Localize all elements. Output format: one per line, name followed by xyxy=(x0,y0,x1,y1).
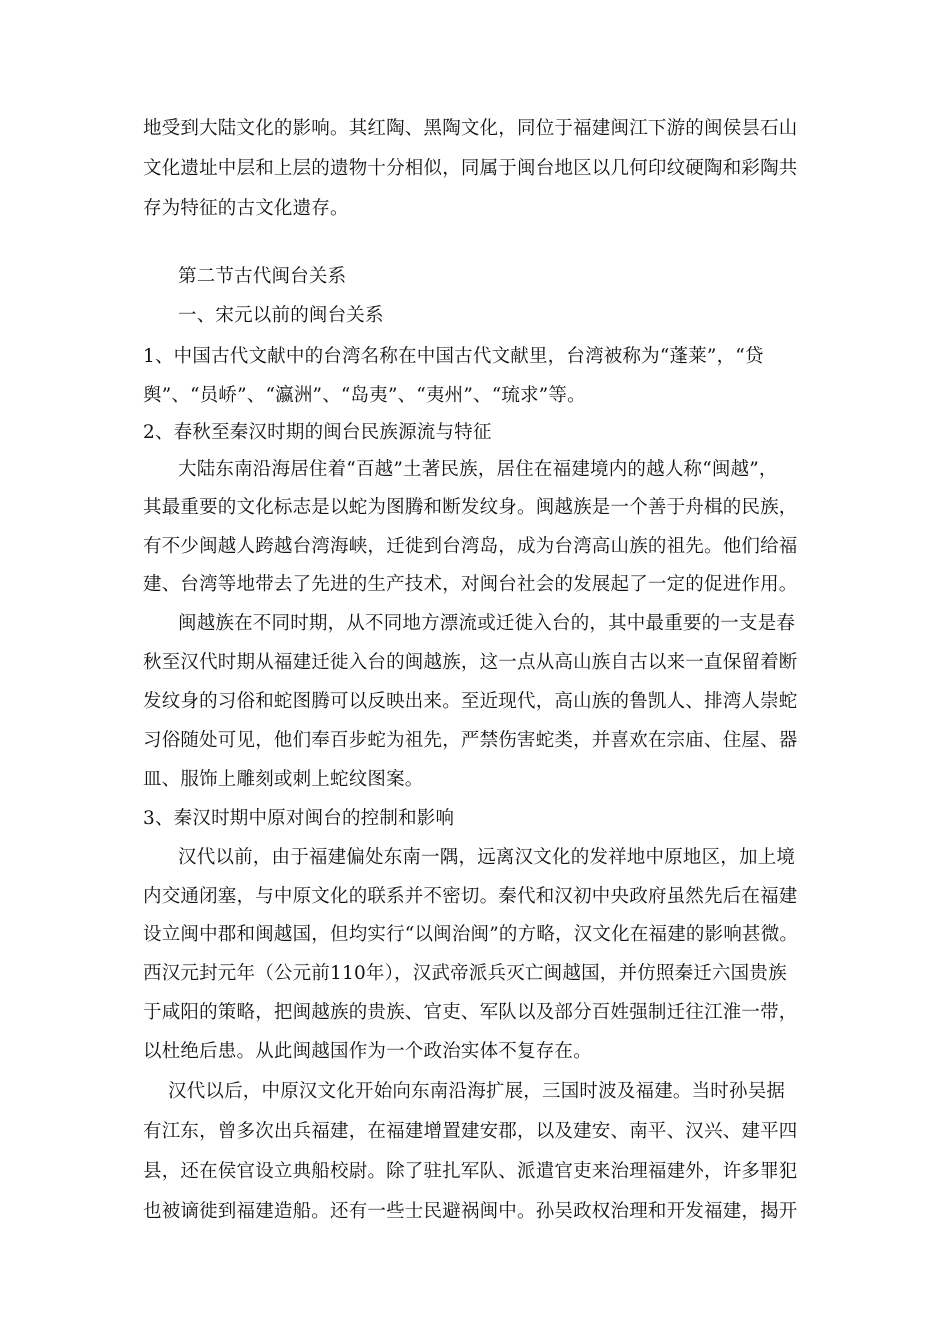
text-line: 闽越族在不同时期，从不同地方漂流或迁徙入台的，其中最重要的一支是春 xyxy=(178,613,796,634)
numbered-heading: 3、秦汉时期中原对闽台的控制和影响 xyxy=(143,808,455,829)
text-line: 县，还在侯官设立典船校尉。除了驻扎军队、派遣官吏来治理福建外，许多罪犯 xyxy=(143,1161,798,1182)
text-line: 以杜绝后患。从此闽越国作为一个政治实体不复存在。 xyxy=(143,1041,592,1062)
text-line: 有江东，曾多次出兵福建，在福建增置建安郡，以及建安、南平、汉兴、建平四 xyxy=(143,1121,798,1142)
text-line: 发纹身的习俗和蛇图腾可以反映出来。至近现代，高山族的鲁凯人、排湾人崇蛇 xyxy=(143,691,798,712)
text-line: 习俗随处可见，他们奉百步蛇为祖先，严禁伤害蛇类，并喜欢在宗庙、住屋、器 xyxy=(143,730,798,751)
numbered-heading: 2、春秋至秦汉时期的闽台民族源流与特征 xyxy=(143,422,492,443)
text-line: 也被谪徙到福建造船。还有一些士民避祸闽中。孙吴政权治理和开发福建，揭开 xyxy=(143,1201,798,1222)
text-line: 其最重要的文化标志是以蛇为图腾和断发纹身。闽越族是一个善于舟楫的民族， xyxy=(143,497,798,518)
text-line: 汉代以前，由于福建偏处东南一隅，远离汉文化的发祥地中原地区，加上境 xyxy=(178,847,796,868)
text-line: 皿、服饰上雕刻或刺上蛇纹图案。 xyxy=(143,769,424,790)
section-heading: 第二节古代闽台关系 xyxy=(178,266,347,287)
text-line: 内交通闭塞，与中原文化的联系并不密切。秦代和汉初中央政府虽然先后在福建 xyxy=(143,886,798,907)
text-line: 文化遗址中层和上层的遗物十分相似，同属于闽台地区以几何印纹硬陶和彩陶共 xyxy=(143,158,798,179)
text-line: 建、台湾等地带去了先进的生产技术，对闽台社会的发展起了一定的促进作用。 xyxy=(143,574,798,595)
text-line: 秋至汉代时期从福建迁徙入台的闽越族，这一点从高山族自古以来一直保留着断 xyxy=(143,652,798,673)
text-line: 存为特征的古文化遗存。 xyxy=(143,198,349,219)
text-line: 1、中国古代文献中的台湾名称在中国古代文献里，台湾被称为“蓬莱”，“贷 xyxy=(143,346,764,367)
text-line: 设立闽中郡和闽越国，但均实行“以闽治闽”的方略，汉文化在福建的影响甚微。 xyxy=(143,924,799,945)
text-line: 西汉元封元年（公元前110年），汉武帝派兵灭亡闽越国，并仿照秦迁六国贵族 xyxy=(143,963,787,984)
text-line: 于咸阳的策略，把闽越族的贵族、官吏、军队以及部分百姓强制迁往江淮一带， xyxy=(143,1002,798,1023)
text-line: 舆”、“员峤”、“瀛洲”、“岛夷”、“夷州”、“琉求”等。 xyxy=(143,385,586,406)
subsection-heading: 一、宋元以前的闽台关系 xyxy=(178,305,384,326)
text-line: 大陆东南沿海居住着“百越”土著民族，居住在福建境内的越人称“闽越”， xyxy=(178,459,778,480)
text-line: 地受到大陆文化的影响。其红陶、黑陶文化，同位于福建闽江下游的闽侯昙石山 xyxy=(143,118,798,139)
text-line: 有不少闽越人跨越台湾海峡，迁徙到台湾岛，成为台湾高山族的祖先。他们给福 xyxy=(143,536,798,557)
text-line: 汉代以后，中原汉文化开始向东南沿海扩展，三国时波及福建。当时孙吴据 xyxy=(168,1081,786,1102)
